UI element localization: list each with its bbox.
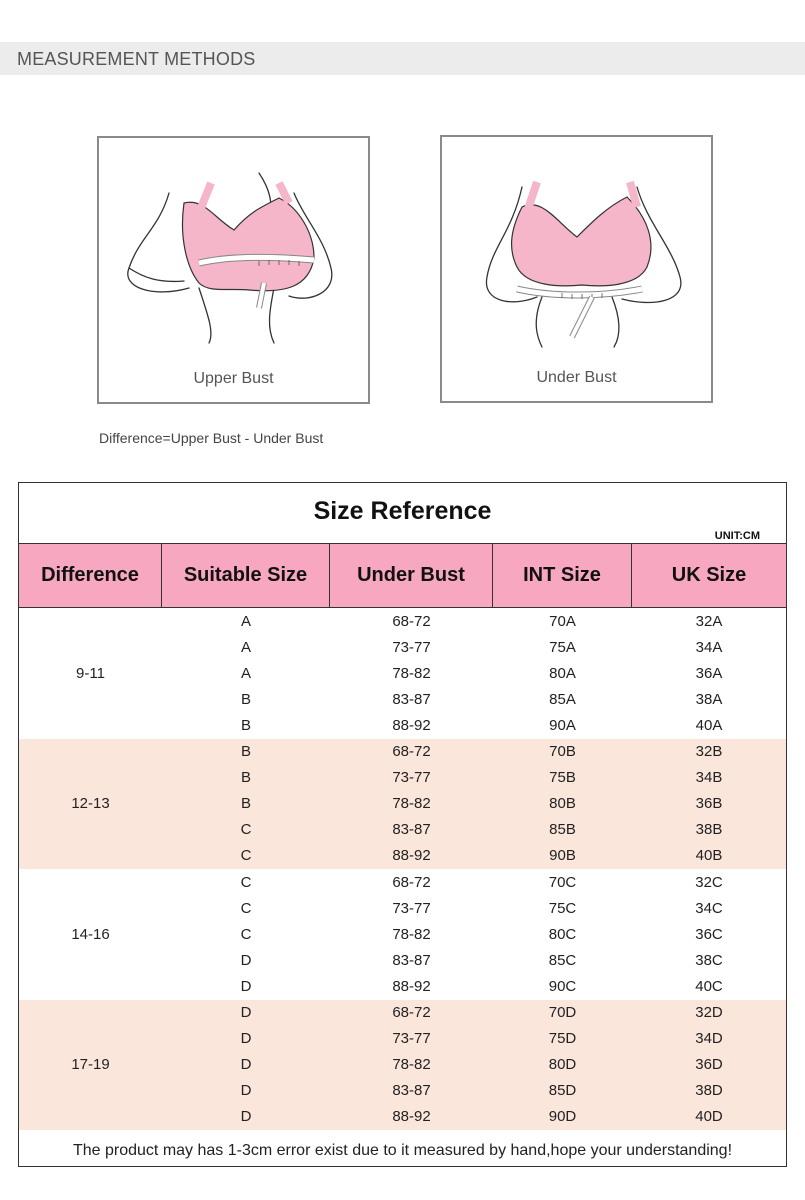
table-cell: 83-87 xyxy=(392,821,431,839)
table-cell: 73-77 xyxy=(392,638,431,656)
header-cell: Suitable Size xyxy=(162,544,330,607)
table-cell: 75C xyxy=(548,899,577,917)
table-cell: 85C xyxy=(548,951,577,969)
table-title: Size Reference xyxy=(313,497,492,525)
table-cell: 78-82 xyxy=(392,664,431,682)
table-cell: 75B xyxy=(549,769,576,787)
table-row xyxy=(162,869,786,895)
table-cell: 34B xyxy=(695,769,723,787)
size-group xyxy=(19,608,786,739)
header-cell: UK Size xyxy=(671,564,747,586)
difference-cell: 12-13 xyxy=(71,795,110,813)
table-cell: 78-82 xyxy=(392,795,431,813)
table-cell: 32D xyxy=(695,1004,723,1022)
table-cell: 38A xyxy=(695,690,723,708)
table-header-row xyxy=(19,543,786,608)
under-bust-figure xyxy=(440,135,713,403)
table-row xyxy=(162,1104,786,1130)
table-cell: 80A xyxy=(549,664,576,682)
table-cell: D xyxy=(240,1108,252,1126)
difference-cell: 17-19 xyxy=(71,1056,110,1074)
table-cell: D xyxy=(240,977,252,995)
table-cell: 83-87 xyxy=(392,1082,431,1100)
table-cell: 88-92 xyxy=(392,847,431,865)
table-row xyxy=(162,921,786,947)
table-cell: 85A xyxy=(549,690,576,708)
difference-cell: 14-16 xyxy=(71,925,110,943)
table-cell: A xyxy=(240,664,251,682)
table-cell: 90D xyxy=(548,1108,577,1126)
table-cell: 68-72 xyxy=(392,612,431,630)
table-cell: C xyxy=(240,899,252,917)
table-cell: B xyxy=(240,795,251,813)
difference-note: Difference=Upper Bust - Under Bust xyxy=(99,430,324,446)
table-row xyxy=(162,634,786,660)
table-cell: A xyxy=(240,638,251,656)
table-cell: 78-82 xyxy=(392,1056,431,1074)
table-cell: 80D xyxy=(548,1056,577,1074)
under-bust-illustration xyxy=(442,137,711,401)
table-cell: 40D xyxy=(695,1108,723,1126)
table-cell: 90A xyxy=(549,716,576,734)
table-cell: 36B xyxy=(695,795,723,813)
table-cell: 88-92 xyxy=(392,716,431,734)
table-row xyxy=(162,765,786,791)
table-row xyxy=(162,895,786,921)
table-cell: D xyxy=(240,1030,252,1048)
table-cell: 40A xyxy=(695,716,723,734)
table-cell: 85B xyxy=(549,821,576,839)
table-row xyxy=(162,817,786,843)
table-cell: 73-77 xyxy=(392,769,431,787)
table-cell: 68-72 xyxy=(392,1004,431,1022)
table-cell: 88-92 xyxy=(392,977,431,995)
table-cell: 80C xyxy=(548,925,577,943)
table-cell: 75A xyxy=(549,638,576,656)
table-cell: B xyxy=(240,743,251,761)
table-cell: 80B xyxy=(549,795,576,813)
table-row xyxy=(162,1026,786,1052)
table-cell: 83-87 xyxy=(392,690,431,708)
footnote: The product may has 1-3cm error exist due to it measured by hand,hope your understanding! xyxy=(72,1142,733,1159)
table-cell: 68-72 xyxy=(392,743,431,761)
size-group xyxy=(19,869,786,1000)
table-row xyxy=(162,686,786,712)
table-row xyxy=(162,791,786,817)
header-cell: Difference xyxy=(19,544,162,607)
table-cell: D xyxy=(240,1056,252,1074)
table-cell: 75D xyxy=(548,1030,577,1048)
table-row xyxy=(162,973,786,999)
table-cell: 32B xyxy=(695,743,723,761)
table-row xyxy=(162,608,786,634)
table-cell: 36D xyxy=(695,1056,723,1074)
table-cell: D xyxy=(240,1082,252,1100)
table-cell: 68-72 xyxy=(392,873,431,891)
table-cell: 38C xyxy=(695,951,723,969)
table-row xyxy=(162,660,786,686)
table-row xyxy=(162,947,786,973)
table-cell: 36C xyxy=(695,925,723,943)
table-cell: D xyxy=(240,1004,252,1022)
table-row xyxy=(162,739,786,765)
table-cell: 70B xyxy=(549,743,576,761)
size-group xyxy=(19,739,786,870)
table-cell: 90C xyxy=(548,977,577,995)
table-cell: 70A xyxy=(549,612,576,630)
upper-bust-figure xyxy=(97,136,370,404)
table-cell: 85D xyxy=(548,1082,577,1100)
header-cell: INT Size xyxy=(493,544,632,607)
table-cell: 40B xyxy=(695,847,723,865)
table-cell: 38B xyxy=(695,821,723,839)
table-cell: 90B xyxy=(549,847,576,865)
table-cell: C xyxy=(240,821,252,839)
size-reference-table xyxy=(18,482,787,1167)
table-cell: C xyxy=(240,847,252,865)
table-body xyxy=(19,608,786,1130)
size-group xyxy=(19,1000,786,1131)
difference-cell: 9-11 xyxy=(76,664,105,682)
table-row xyxy=(162,1000,786,1026)
table-row xyxy=(162,1052,786,1078)
table-cell: 83-87 xyxy=(392,951,431,969)
table-cell: B xyxy=(240,690,251,708)
table-cell: 34C xyxy=(695,899,723,917)
section-title: MEASUREMENT METHODS xyxy=(0,42,805,75)
table-cell: C xyxy=(240,873,252,891)
unit-label: UNIT:CM xyxy=(714,530,760,542)
table-cell: 34A xyxy=(695,638,723,656)
table-cell: 36A xyxy=(695,664,723,682)
table-cell: 32A xyxy=(695,612,723,630)
table-cell: B xyxy=(240,769,251,787)
table-row xyxy=(162,712,786,738)
table-cell: 73-77 xyxy=(392,1030,431,1048)
table-cell: C xyxy=(240,925,252,943)
table-cell: 34D xyxy=(695,1030,723,1048)
table-cell: B xyxy=(240,716,251,734)
table-row xyxy=(162,843,786,869)
table-cell: 32C xyxy=(695,873,723,891)
upper-bust-caption: Upper Bust xyxy=(193,370,274,387)
table-cell: 70D xyxy=(548,1004,577,1022)
table-cell: A xyxy=(240,612,251,630)
table-cell: 73-77 xyxy=(392,899,431,917)
table-cell: 78-82 xyxy=(392,925,431,943)
under-bust-caption: Under Bust xyxy=(536,369,617,386)
table-cell: 40C xyxy=(695,977,723,995)
table-cell: 88-92 xyxy=(392,1108,431,1126)
upper-bust-illustration xyxy=(99,138,368,402)
table-cell: 70C xyxy=(548,873,577,891)
table-cell: 38D xyxy=(695,1082,723,1100)
table-cell: D xyxy=(240,951,252,969)
table-row xyxy=(162,1078,786,1104)
header-cell: Under Bust xyxy=(330,544,493,607)
